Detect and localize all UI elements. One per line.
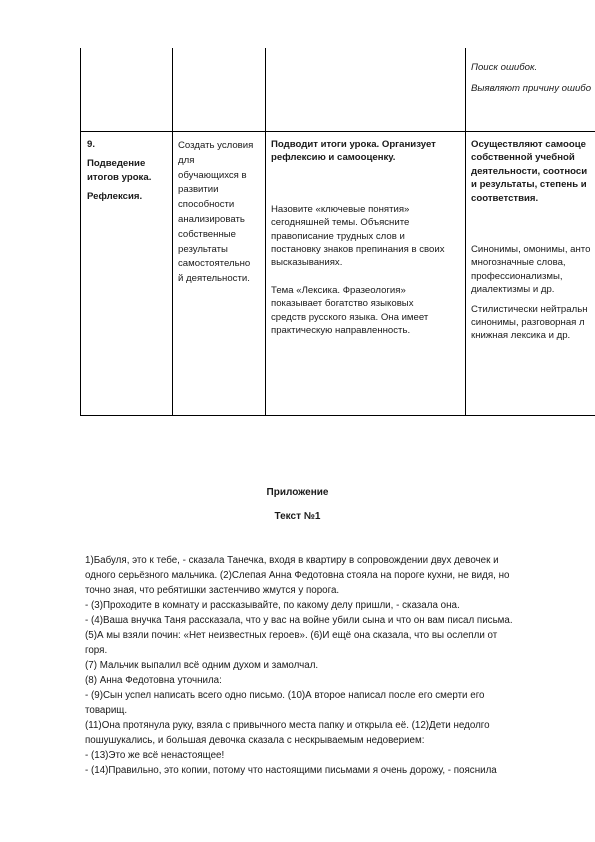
cell-line: синонимы, разговорная л bbox=[471, 317, 585, 329]
text-title: Текст №1 bbox=[274, 511, 321, 522]
cell-heading: Осуществляют самооце bbox=[471, 139, 586, 150]
text-line: - (14)Правильно, это копии, потому что настоящими письмами я очень дорожу, - пояснила bbox=[85, 765, 497, 776]
text-line: одного серьёзного мальчика. (2)Слепая Анна Федотовна стояла на пороге кухни, не видя, но bbox=[85, 570, 510, 581]
cell-line: й деятельности. bbox=[178, 273, 250, 285]
cell-line: многозначные слова, bbox=[471, 257, 566, 269]
text-line: точно зная, что ребятишки застенчиво жмутся у порога. bbox=[85, 585, 340, 596]
stage-title: итогов урока. bbox=[87, 171, 152, 183]
cell-line: профессионализмы, bbox=[471, 270, 563, 282]
text-line: (7) Мальчик выпалил всё одним духом и замолчал. bbox=[85, 660, 319, 671]
table-row-divider bbox=[80, 131, 595, 132]
stage-number: 9. bbox=[87, 139, 96, 150]
cell-line: показывает богатство языковых bbox=[271, 298, 414, 310]
text-line: товарищ. bbox=[85, 705, 128, 716]
cell-line: Тема «Лексика. Фразеология» bbox=[271, 284, 406, 296]
cell-line: Синонимы, омонимы, анто bbox=[471, 244, 591, 256]
text-line: - (13)Это же всё ненастоящее! bbox=[85, 750, 225, 761]
cell-line: средств русского языка. Она имеет bbox=[271, 311, 429, 323]
cell-line: для bbox=[178, 154, 195, 166]
lesson-table bbox=[80, 48, 595, 416]
text-line: - (3)Проходите в комнату и рассказывайте, по какому делу пришли, - сказала она. bbox=[85, 600, 460, 611]
cell-line: развитии bbox=[178, 184, 219, 196]
cell-heading: соответствия. bbox=[471, 192, 539, 204]
cell-line: Назовите «ключевые понятия» bbox=[271, 203, 410, 215]
cell-line: результаты bbox=[178, 243, 228, 255]
cell-line: постановку знаков препинания в своих bbox=[271, 244, 445, 256]
table-border-bottom bbox=[80, 415, 595, 416]
text-line: - (9)Сын успел написать всего одно письмо. (10)А второе написал после его смерти его bbox=[85, 690, 485, 701]
cell-line: обучающихся в bbox=[178, 169, 247, 181]
text-line: (11)Она протянула руку, взяла с привычного места папку и открыла её. (12)Дети недолго bbox=[85, 720, 490, 731]
cell-line: сегодняшней темы. Объясните bbox=[271, 217, 410, 229]
cell-line: способности bbox=[178, 199, 235, 211]
cell-line: книжная лексика и др. bbox=[471, 330, 571, 342]
text-line: горя. bbox=[85, 645, 108, 656]
table-cell-row1-col4 bbox=[471, 61, 595, 96]
cell-heading: собственной учебной bbox=[471, 152, 575, 164]
text-line: 1)Бабуля, это к тебе, - сказала Танечка, входя в квартиру в сопровождении двух девочек и bbox=[85, 555, 499, 566]
stage-title: Подведение bbox=[87, 158, 146, 170]
cell-line: Создать условия bbox=[178, 140, 254, 151]
cell-line: практическую направленность. bbox=[271, 325, 411, 337]
table-cell-row2-col3 bbox=[271, 138, 465, 337]
text-line: пошушукались, и большая девочка сказала с нескрываемым недоверием: bbox=[85, 735, 425, 746]
table-cell-row2-col1 bbox=[87, 138, 171, 204]
table-cell-row2-col4 bbox=[471, 138, 595, 343]
cell-line: высказываниях. bbox=[271, 257, 343, 269]
cell-heading: и результаты, степень и bbox=[471, 179, 587, 191]
cell-line: диалектизмы и др. bbox=[471, 284, 555, 296]
cell-line: Выявляют причину ошибо bbox=[471, 83, 592, 95]
appendix-title: Приложение bbox=[266, 487, 329, 498]
table-cell-row2-col2 bbox=[178, 139, 264, 287]
cell-line: самостоятельно bbox=[178, 258, 251, 270]
cell-line: Поиск ошибок. bbox=[471, 62, 538, 73]
table-col-divider bbox=[172, 48, 173, 416]
cell-heading: рефлексию и самооценку. bbox=[271, 152, 396, 164]
cell-line: правописание трудных слов и bbox=[271, 230, 405, 242]
table-col-divider bbox=[465, 48, 466, 416]
text-line: (5)А мы взяли почин: «Нет неизвестных героев». (6)И ещё она сказала, что вы ослепли от bbox=[85, 630, 498, 641]
cell-line: собственные bbox=[178, 228, 236, 240]
cell-heading: Подводит итоги урока. Организует bbox=[271, 139, 436, 150]
text-body bbox=[85, 553, 555, 778]
table-col-divider bbox=[265, 48, 266, 416]
stage-subtitle: Рефлексия. bbox=[87, 191, 143, 203]
text-line: - (4)Ваша внучка Таня рассказала, что у вас на войне убили сына и что он вам писал письма. bbox=[85, 615, 513, 626]
cell-line: анализировать bbox=[178, 213, 245, 225]
table-border-left bbox=[80, 48, 81, 416]
cell-line: Стилистически нейтральн bbox=[471, 303, 588, 315]
cell-heading: деятельности, соотноси bbox=[471, 165, 588, 177]
text-line: (8) Анна Федотовна уточнила: bbox=[85, 675, 222, 686]
